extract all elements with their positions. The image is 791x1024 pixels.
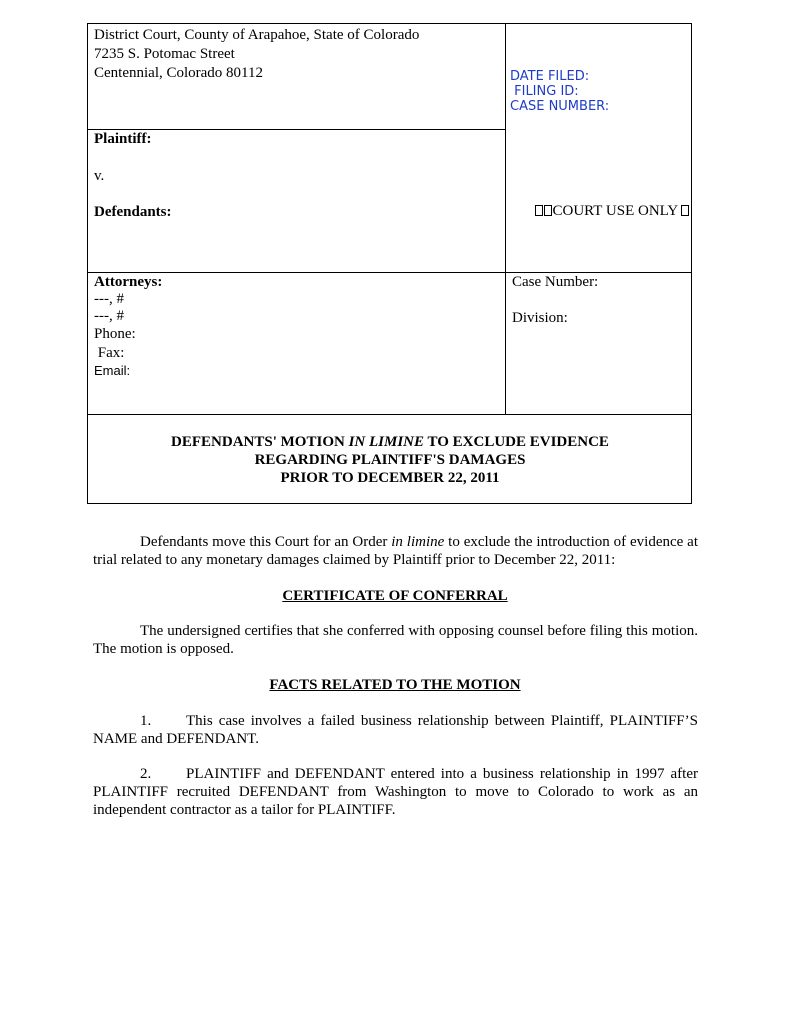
division-label: Division: [512,310,568,326]
case-number-label: Case Number: [512,274,599,290]
fact-text: PLAINTIFF and DEFENDANT entered into a business relationship in 1997 after PLAINTIFF recruited DEFENDANT from Washington to move to Colorado to work as an independent contractor as a tailor for PLAINTIFF. [93,766,698,818]
date-filed: DATE FILED: [510,69,590,84]
conferral-heading: CERTIFICATE OF CONFERRAL [282,588,508,604]
court-use-only [512,183,690,240]
facts-heading: FACTS RELATED TO THE MOTION [269,677,521,693]
motion-title-line-1: DEFENDANTS' MOTION IN LIMINE TO EXCLUDE EVIDENCE [171,434,609,450]
attorneys [94,273,499,380]
conferral-paragraph: The undersigned certifies that she conferred with opposing counsel before filing this motion. The motion is opposed. [93,623,698,657]
checkbox-icon [544,205,552,216]
parties [94,130,499,222]
court-address [94,26,499,83]
plaintiff-label: Plaintiff: [94,131,152,147]
case-number-stamp: CASE NUMBER: [510,99,610,114]
attorneys-heading: Attorneys: [94,274,163,290]
versus-label: v. [94,168,105,184]
fact-text: This case involves a failed business relationship between Plaintiff, PLAINTIFF’S NAME and DEFENDANT. [93,713,698,747]
filing-id: FILING ID: [510,84,579,99]
caption-divider-attorneys [88,414,692,415]
filing-stamp [510,69,690,114]
court-city: Centennial, Colorado 80112 [94,65,263,81]
checkbox-icon [681,205,689,216]
court-name: District Court, County of Arapahoe, State of Colorado [94,27,420,43]
attorney-line-2: ---, # [94,308,124,324]
defendants-label: Defendants: [94,204,172,220]
fact-item [93,765,698,819]
motion-title-line-2: REGARDING PLAINTIFF'S DAMAGES [254,452,526,468]
case-info [512,273,690,328]
intro-paragraph: Defendants move this Court for an Order in limine to exclude the introduction of evidence at trial related to any monetary damages claimed by Plaintiff prior to December 22, 2011: [93,534,698,568]
motion-title-line-3: PRIOR TO DECEMBER 22, 2011 [280,470,500,486]
court-use-label: COURT USE ONLY [552,203,678,219]
checkbox-icon [535,205,543,216]
court-street: 7235 S. Potomac Street [94,46,235,62]
attorney-line-1: ---, # [94,291,124,307]
caption-divider-vertical [505,24,506,415]
fact-number: 2. [140,766,152,782]
fact-number: 1. [140,713,152,729]
caption-table [87,23,692,504]
fact-item [93,712,698,748]
email-label: Email: [94,363,131,378]
motion-title [88,433,692,487]
phone-label: Phone: [94,326,136,342]
fax-label: Fax: [94,345,125,361]
